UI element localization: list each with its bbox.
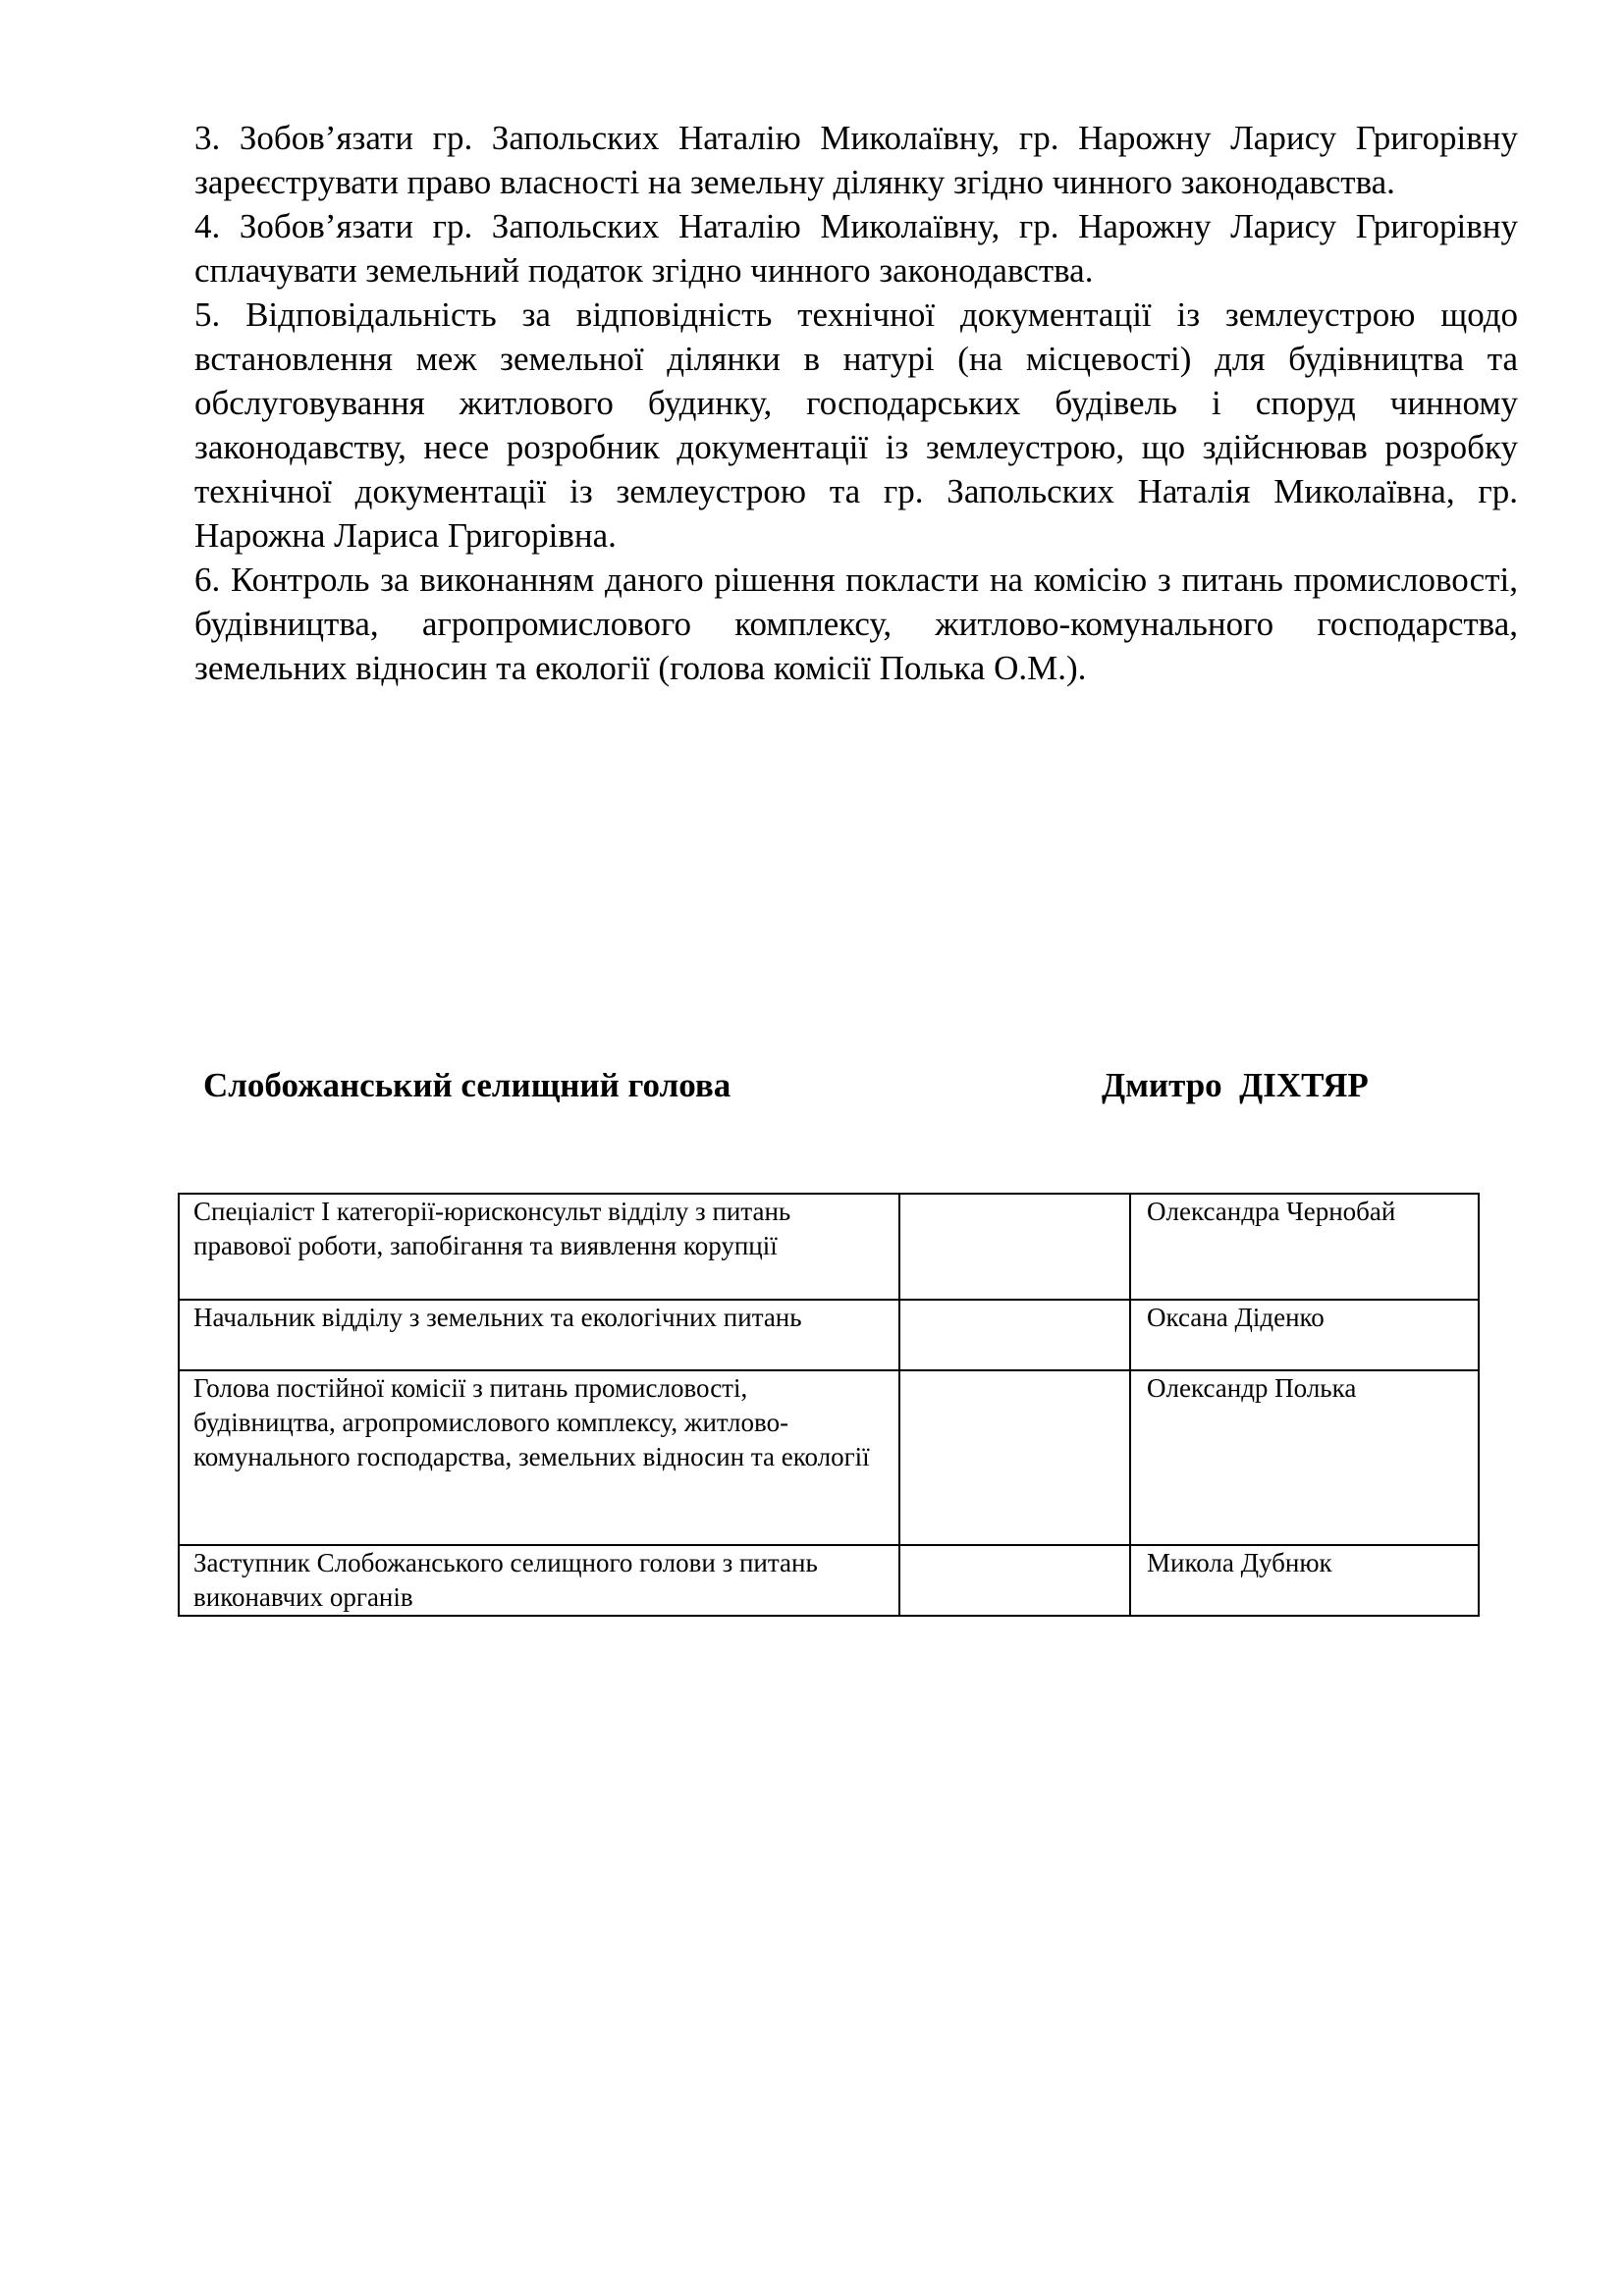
approver-signature-cell — [899, 1370, 1131, 1545]
approver-name: Оксана Діденко — [1130, 1300, 1479, 1370]
table-row — [179, 1194, 1479, 1300]
approver-signature-cell — [899, 1300, 1131, 1370]
approver-signature-cell — [899, 1545, 1131, 1616]
signatory-name: Дмитро ДІХТЯР — [1102, 1066, 1369, 1104]
approver-role: Начальник відділу з земельних та екологічних питань — [179, 1300, 899, 1370]
signatory-position: Слобожанський селищний голова — [203, 1066, 731, 1104]
approval-table — [178, 1193, 1480, 1617]
table-row — [179, 1300, 1479, 1370]
approver-role: Спеціаліст І категорії-юрисконсульт відділу з питань правової роботи, запобігання та виявлення корупції — [179, 1194, 899, 1300]
table-row — [179, 1545, 1479, 1616]
clause-6: 6. Контроль за виконанням даного рішення покласти на комісію з питань промисловості, будівництва, агропромислового комплексу, житлово-комунального господарства, земельних відносин та екології (голова комісії Полька О.М.). — [194, 561, 1518, 687]
approver-signature-cell — [899, 1194, 1131, 1300]
approver-name: Олександра Чернобай — [1130, 1194, 1479, 1300]
approver-role: Заступник Слобожанського селищного голови з питань виконавчих органів — [179, 1545, 899, 1616]
clause-5: 5. Відповідальність за відповідність технічної документації із землеустрою щодо встановлення меж земельної ділянки в натурі (на місцевості) для будівництва та обслуговування житлового будинку, господарських будівель і споруд чинному законодавству, несе розробник документації із землеустрою, що здійснював розробку технічної документації із землеустрою та гр. Запольских Наталія Миколаївна, гр. Нарожна Лариса Григорівна. — [194, 295, 1518, 555]
table-row — [179, 1370, 1479, 1545]
approver-name: Микола Дубнюк — [1130, 1545, 1479, 1616]
approver-name: Олександр Полька — [1130, 1370, 1479, 1545]
decision-body — [194, 116, 1518, 690]
signature-block — [0, 1066, 1624, 1109]
clause-4: 4. Зобов’язати гр. Запольских Наталію Миколаївну, гр. Нарожну Ларису Григорівну сплачувати земельний податок згідно чинного законодавства. — [194, 207, 1518, 290]
clause-3: 3. Зобов’язати гр. Запольских Наталію Миколаївну, гр. Нарожну Ларису Григорівну зареєструвати право власності на земельну ділянку згідно чинного законодавства. — [194, 119, 1518, 201]
approver-role: Голова постійної комісії з питань промисловості, будівництва, агропромислового комплексу, житлово-комунального господарства, земельних відносин та екології — [179, 1370, 899, 1545]
